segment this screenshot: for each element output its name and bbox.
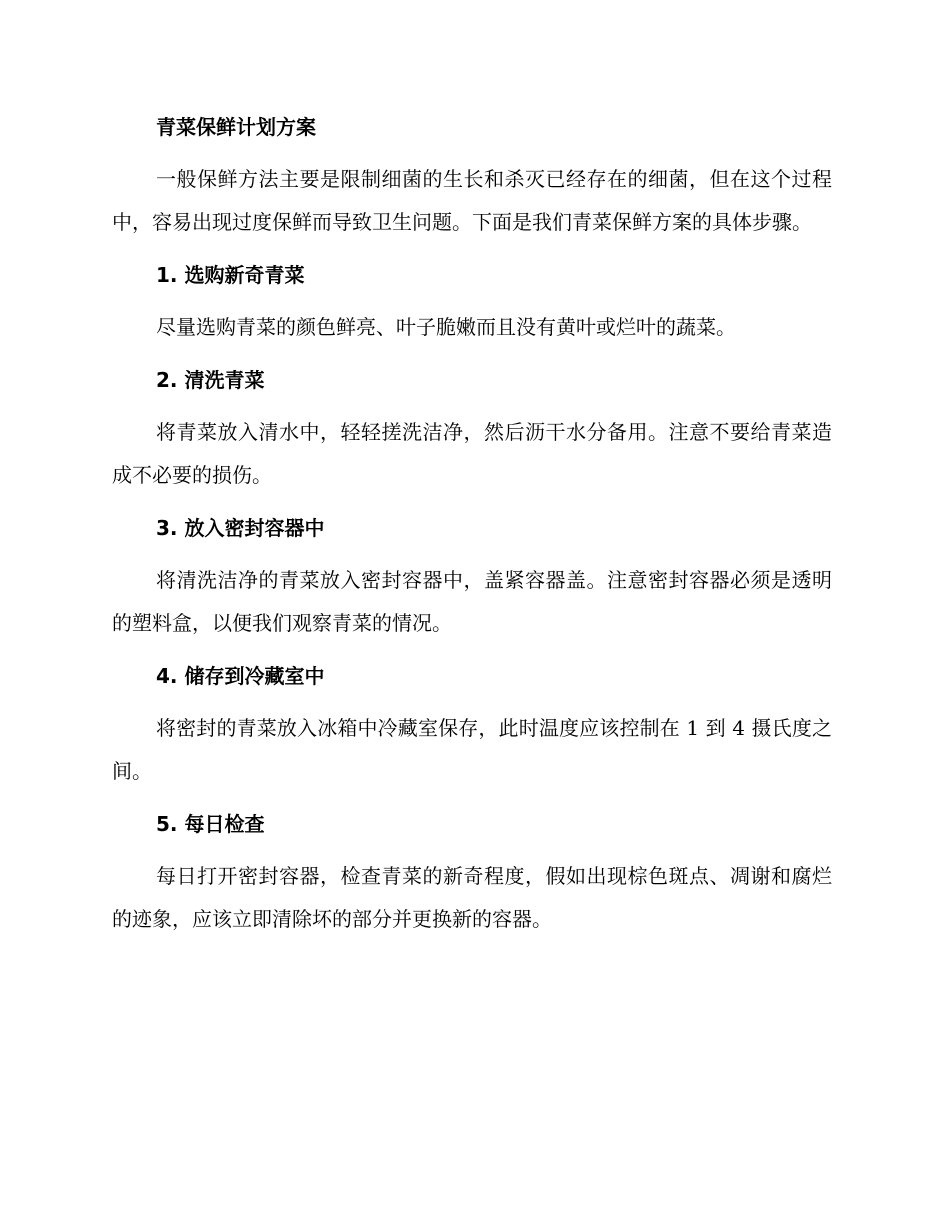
section-heading-5: 5. 每日检查: [156, 812, 265, 836]
section-heading-3: 3. 放入密封容器中: [156, 516, 325, 540]
section-heading-1: 1. 选购新奇青菜: [156, 263, 305, 287]
document-body: [112, 108, 832, 941]
section-body-5: 每日打开密封容器，检查青菜的新奇程度，假如出现棕色斑点、凋谢和腐烂的迹象，应该立即清除坏的部分并更换新的容器。: [112, 864, 832, 931]
section-body-4: 将密封的青菜放入冰箱中冷藏室保存，此时温度应该控制在 1 到 4 摄氏度之间。: [112, 716, 832, 783]
document-title: 青菜保鲜计划方案: [156, 115, 316, 139]
section-body-1: 尽量选购青菜的颜色鲜亮、叶子脆嫩而且没有黄叶或烂叶的蔬菜。: [156, 315, 736, 339]
section-heading-4: 4. 储存到冷藏室中: [156, 664, 325, 688]
intro-paragraph: 一般保鲜方法主要是限制细菌的生长和杀灭已经存在的细菌，但在这个过程中，容易出现过度保鲜而导致卫生问题。下面是我们青菜保鲜方案的具体步骤。: [112, 167, 832, 234]
section-body-2: 将青菜放入清水中，轻轻搓洗洁净，然后沥干水分备用。注意不要给青菜造成不必要的损伤。: [112, 420, 832, 487]
section-body-3: 将清洗洁净的青菜放入密封容器中，盖紧容器盖。注意密封容器必须是透明的塑料盒，以便我们观察青菜的情况。: [112, 568, 832, 635]
section-heading-2: 2. 清洗青菜: [156, 368, 265, 392]
